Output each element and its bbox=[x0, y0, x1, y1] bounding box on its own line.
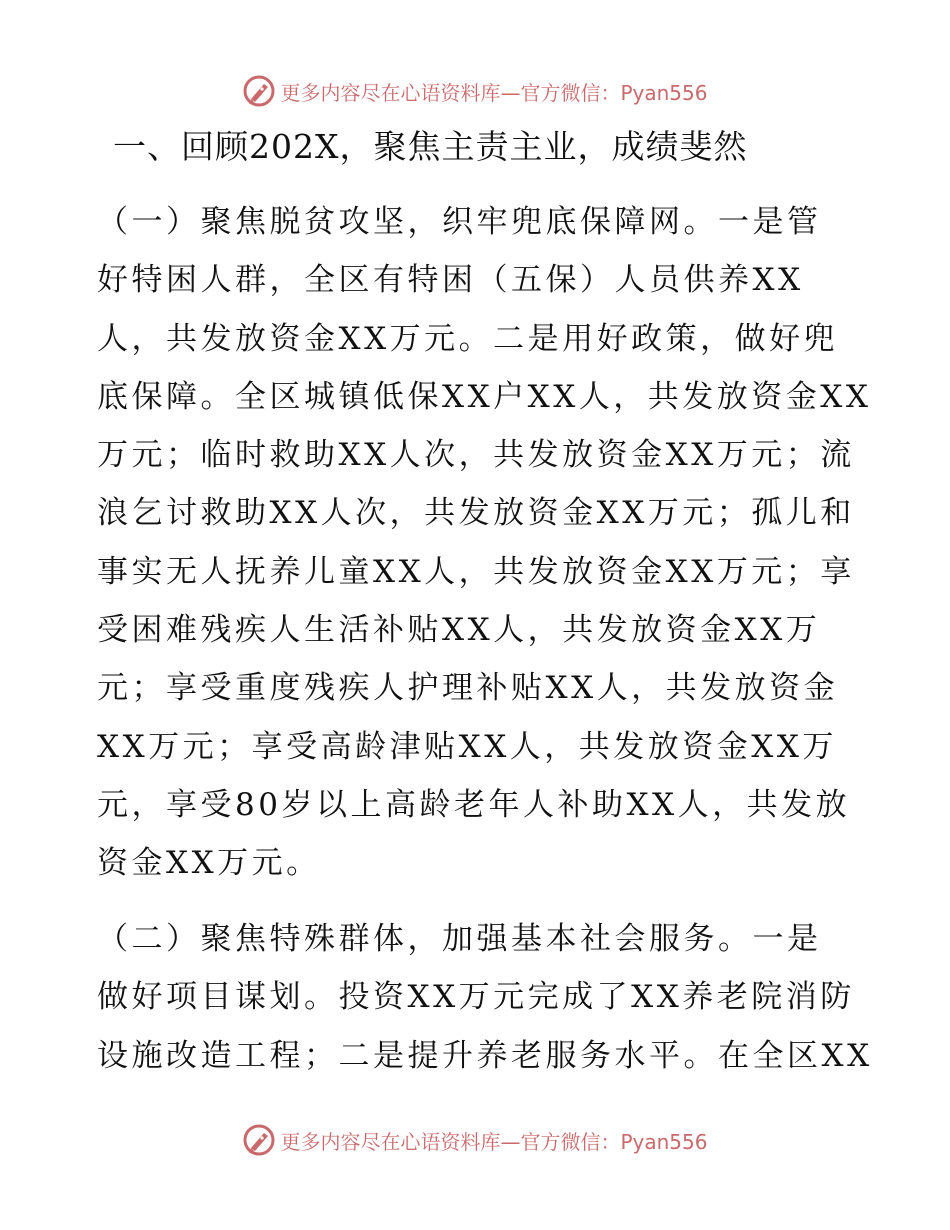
paragraph-poverty-alleviation bbox=[97, 193, 872, 893]
text-line: 底保障。全区城镇低保XX户XX人，共发放资金XX bbox=[97, 378, 872, 415]
text-line: XX万元；享受高龄津贴XX人，共发放资金XX万 bbox=[97, 728, 837, 765]
pen-nib-logo-icon bbox=[242, 74, 276, 108]
header-watermark-banner bbox=[0, 69, 950, 113]
text-line: 设施改造工程；二是提升养老服务水平。在全区XX bbox=[97, 1037, 873, 1074]
text-line: 受困难残疾人生活补贴XX人，共发放资金XX万 bbox=[97, 612, 821, 649]
text-line: （一）聚焦脱贫攻坚，织牢兜底保障网。一是管 bbox=[97, 204, 822, 240]
text-line: 资金XX万元。 bbox=[97, 845, 321, 882]
text-line: 做好项目谋划。投资XX万元完成了XX养老院消防 bbox=[97, 979, 855, 1016]
text-line: 万元；临时救助XX人次，共发放资金XX万元；流 bbox=[97, 437, 855, 474]
text-line: 浪乞讨救助XX人次，共发放资金XX万元；孤儿和 bbox=[97, 495, 855, 532]
footer-watermark-banner bbox=[0, 1118, 950, 1162]
text-line: 元；享受重度残疾人护理补贴XX人，共发放资金 bbox=[97, 670, 839, 707]
paragraph-special-groups bbox=[97, 910, 873, 1085]
section-heading: 一、回顾202X，聚焦主责主业，成绩斐然 bbox=[113, 127, 748, 166]
watermark-text: 更多内容尽在心语资料库—官方微信：Pyan556 bbox=[280, 80, 708, 105]
pen-nib-logo-icon bbox=[242, 1123, 276, 1157]
text-line: （二）聚焦特殊群体，加强基本社会服务。一是 bbox=[97, 921, 822, 957]
text-line: 事实无人抚养儿童XX人，共发放资金XX万元；享 bbox=[97, 553, 855, 590]
watermark-text: 更多内容尽在心语资料库—官方微信：Pyan556 bbox=[280, 1129, 708, 1154]
text-line: 元，享受80岁以上高龄老年人补助XX人，共发放 bbox=[97, 786, 851, 823]
text-line: 好特困人群，全区有特困（五保）人员供养XX bbox=[97, 262, 804, 299]
text-line: 人，共发放资金XX万元。二是用好政策，做好兜 bbox=[97, 320, 839, 357]
